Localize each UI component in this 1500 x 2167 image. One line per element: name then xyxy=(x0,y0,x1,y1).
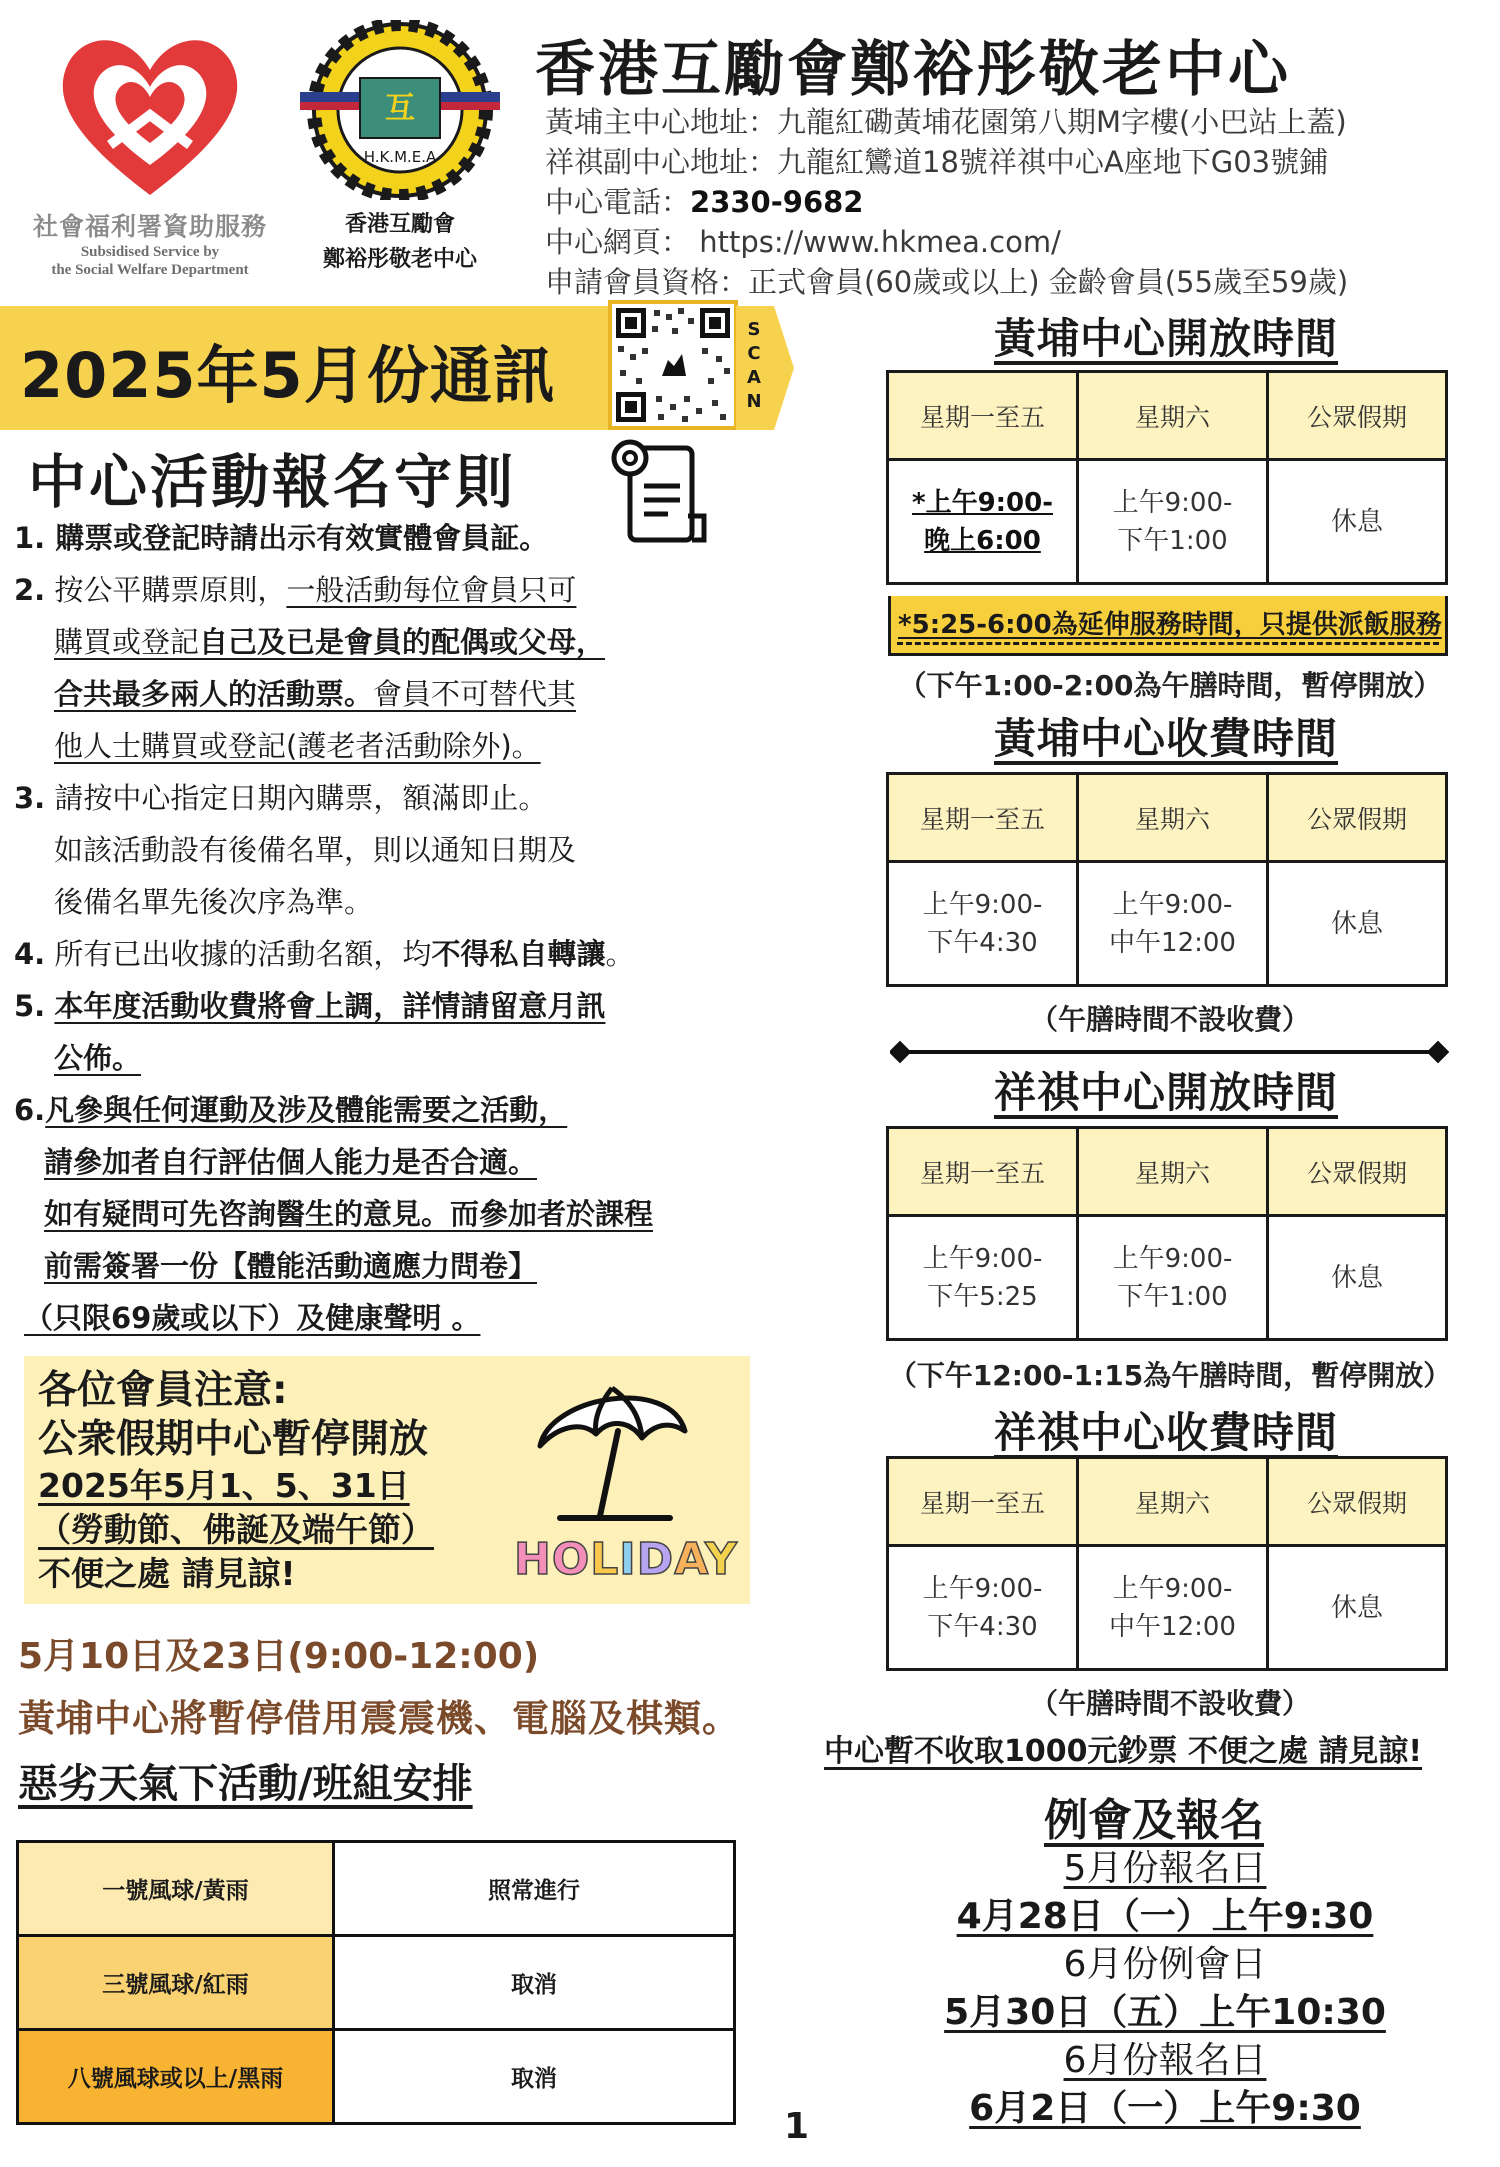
wp-open-h-sat: 星期六 xyxy=(1078,372,1268,460)
weather-title: 惡劣天氣下活動/班組安排 xyxy=(18,1761,473,1807)
rule-4 xyxy=(14,928,794,980)
rule-5-num: 5. xyxy=(14,989,46,1023)
weather-signal: 一號風球/黃雨 xyxy=(18,1842,334,1936)
rule-2-a: 按公平購票原則， xyxy=(45,573,287,607)
rule-3-num: 3. xyxy=(14,781,46,815)
ck-open-h-holiday: 公眾假期 xyxy=(1268,1128,1447,1216)
rule-6-line3 xyxy=(14,1188,794,1240)
wp-open-title: 黃埔中心開放時間 xyxy=(993,314,1338,363)
ck-fee-sat: 上午9:00- 中午12:00 xyxy=(1078,1546,1268,1670)
weather-table xyxy=(16,1840,736,2125)
weather-signal: 三號風球/紅雨 xyxy=(18,1936,334,2030)
center-info xyxy=(545,102,1348,302)
meeting-label-2: 6月份例會日 xyxy=(1063,1944,1267,1985)
rule-4-num: 4. xyxy=(14,937,46,971)
weather-row xyxy=(18,1842,735,1936)
rule-2-d: 自己及已是會員的配偶或父母， xyxy=(199,625,606,659)
meeting-date-3: 6月2日（一）上午9:30 xyxy=(969,2088,1361,2129)
membership-line: 申請會員資格：正式會員(60歲或以上) 金齡會員(55歲至59歲) xyxy=(545,265,1349,299)
ck-fee-h-holiday: 公眾假期 xyxy=(1268,1458,1447,1546)
hkmea-caption-line2: 鄭裕彤敬老中心 xyxy=(322,247,477,272)
ck-fee-h-sat: 星期六 xyxy=(1078,1458,1268,1546)
ck-fee-holiday: 休息 xyxy=(1268,1546,1447,1670)
ck-fee-table xyxy=(886,1456,1448,1671)
wp-fee-weekday: 上午9:00- 下午4:30 xyxy=(888,862,1078,986)
meetings-list xyxy=(900,1846,1430,2134)
wp-fee-sat: 上午9:00- 中午12:00 xyxy=(1078,862,1268,986)
rule-2-line4 xyxy=(14,720,794,772)
holiday-word xyxy=(514,1534,738,1585)
rule-6-line4 xyxy=(14,1240,794,1292)
wp-open-h-holiday: 公眾假期 xyxy=(1268,372,1447,460)
rule-3 xyxy=(14,772,794,824)
rule-3-line3: 後備名單先後次序為準。 xyxy=(54,885,374,919)
rule-5-a: 本年度活動收費將會上調，詳情請留意月訊 xyxy=(54,989,606,1023)
rule-2-num: 2. xyxy=(14,573,46,607)
holiday-letters: HOLIDAY xyxy=(514,1534,738,1585)
scan-label xyxy=(743,318,765,414)
meetings-title: 例會及報名 xyxy=(1044,1795,1264,1846)
rule-4-b: 不得私自轉讓 xyxy=(431,937,606,971)
weather-row xyxy=(18,1936,735,2030)
ck-open-h-sat: 星期六 xyxy=(1078,1128,1268,1216)
holiday-notice-text xyxy=(38,1366,434,1596)
weather-signal: 八號風球或以上/黑雨 xyxy=(18,2030,334,2124)
qr-code[interactable] xyxy=(608,300,738,430)
weather-result: 取消 xyxy=(334,2030,735,2124)
meeting-date-2: 5月30日（五）上午10:30 xyxy=(944,1992,1386,2033)
wp-open-sat: 上午9:00- 下午1:00 xyxy=(1078,460,1268,584)
rule-2-g: 他人士購買或登記(護老者活動除外)。 xyxy=(54,729,541,763)
phone-number[interactable]: 2330-9682 xyxy=(690,185,864,219)
phone-label: 中心電話： xyxy=(545,185,691,219)
weather-result: 取消 xyxy=(334,1936,735,2030)
rule-6-line5 xyxy=(14,1292,794,1344)
rule-5 xyxy=(14,980,794,1032)
rule-6-c: 如有疑問可先咨詢醫生的意見。而參加者於課程 xyxy=(44,1197,654,1231)
rule-2-line3 xyxy=(14,668,794,720)
notice-line5: 不便之處 請見諒! xyxy=(38,1554,296,1593)
ck-open-h-weekday: 星期一至五 xyxy=(888,1128,1078,1216)
meeting-label-1: 5月份報名日 xyxy=(1063,1848,1267,1889)
rule-6-b: 請參加者自行評估個人能力是否合適。 xyxy=(44,1145,538,1179)
rule-2 xyxy=(14,564,794,616)
rule-6-line2 xyxy=(14,1136,794,1188)
rule-2-line2 xyxy=(14,616,794,668)
wp-fee-table xyxy=(886,772,1448,987)
swd-en-line1: Subsidised Service by xyxy=(80,244,220,260)
hkmea-logo-text: H.K.M.E.A xyxy=(363,148,437,166)
rule-2-c: 購買或登記 xyxy=(54,625,200,659)
meeting-date-1: 4月28日（一）上午9:30 xyxy=(956,1896,1374,1937)
ck-open-note: （下午12:00-1:15為午膳時間，暫停開放） xyxy=(888,1359,1452,1392)
ck-open-weekday: 上午9:00- 下午5:25 xyxy=(888,1216,1078,1340)
hkmea-caption-line1: 香港互勵會 xyxy=(344,212,455,237)
svg-text:互: 互 xyxy=(385,91,415,126)
may-suspension-dates: 5月10日及23日(9:00-12:00) xyxy=(18,1636,540,1677)
wp-open-holiday: 休息 xyxy=(1268,460,1447,584)
wp-fee-title: 黃埔中心收費時間 xyxy=(993,714,1338,763)
sub-address: 祥祺副中心地址：九龍紅鸞道18號祥祺中心A座地下G03號鋪 xyxy=(545,145,1329,179)
ck-fee-title: 祥祺中心收費時間 xyxy=(993,1408,1338,1457)
rules-title: 中心活動報名守則 xyxy=(28,448,517,516)
rule-1-text: 1. 購票或登記時請出示有效實體會員証。 xyxy=(14,521,549,555)
wp-open-note: （下午1:00-2:00為午膳時間，暫停開放） xyxy=(898,669,1442,702)
extension-note: *5:25-6:00為延伸服務時間，只提供派飯服務 xyxy=(898,610,1442,640)
rule-5-b: 公佈。 xyxy=(54,1041,142,1075)
wp-fee-holiday: 休息 xyxy=(1268,862,1447,986)
swd-caption: 社會福利署資助服務 xyxy=(32,212,267,241)
newsletter-title: 2025年5月份通訊 xyxy=(20,339,556,412)
rule-3-line2: 如該活動設有後備名單，則以通知日期及 xyxy=(54,833,577,867)
wp-open-weekday: *上午9:00- 晚上6:00 xyxy=(888,460,1078,584)
notice-line4: （勞動節、佛誕及端午節） xyxy=(38,1510,434,1549)
ck-fee-weekday: 上午9:00- 下午4:30 xyxy=(888,1546,1078,1670)
rule-3-a: 請按中心指定日期內購票，額滿即止。 xyxy=(45,781,548,815)
wp-fee-note: （午膳時間不設收費） xyxy=(1029,1003,1310,1036)
rule-2-b: 一般活動每位會員只可 xyxy=(286,573,577,607)
phone-line xyxy=(545,182,1348,222)
weather-row xyxy=(18,2030,735,2124)
rule-4-a: 所有已出收據的活動名額，均 xyxy=(45,937,432,971)
hkmea-logo xyxy=(290,20,510,280)
rule-4-c: 。 xyxy=(605,937,635,971)
ck-fee-note: （午膳時間不設收費） xyxy=(1029,1687,1310,1720)
rule-6-a: 凡參與任何運動及涉及體能需要之活動， xyxy=(45,1093,568,1127)
rule-6-num: 6. xyxy=(14,1093,46,1127)
wp-fee-h-weekday: 星期一至五 xyxy=(888,774,1078,862)
rule-6-d: 前需簽署一份【體能活動適應力問卷】 xyxy=(44,1249,538,1283)
may-suspension-text: 黃埔中心將暫停借用震震機、電腦及棋類。 xyxy=(18,1697,740,1740)
wp-fee-h-sat: 星期六 xyxy=(1078,774,1268,862)
website-line[interactable]: 中心網頁： https://www.hkmea.com/ xyxy=(545,225,1061,259)
scan-text: S C A N xyxy=(746,319,762,412)
page-number: 1 xyxy=(784,2106,810,2147)
rules-list xyxy=(14,512,794,1344)
ck-open-holiday: 休息 xyxy=(1268,1216,1447,1340)
rule-6-e: （只限69歲或以下）及健康聲明 。 xyxy=(24,1301,481,1335)
heart-logo-icon xyxy=(50,25,250,205)
notice-line2: 公衆假期中心暫停開放 xyxy=(38,1417,429,1462)
wp-fee-h-holiday: 公眾假期 xyxy=(1268,774,1447,862)
rule-1 xyxy=(14,512,794,564)
swd-logo xyxy=(20,25,280,285)
ck-open-title: 祥祺中心開放時間 xyxy=(993,1068,1338,1117)
hkmea-emblem-icon xyxy=(300,20,500,200)
beach-umbrella-icon xyxy=(520,1376,700,1526)
swd-en-line2: the Social Welfare Department xyxy=(51,262,249,278)
ck-open-sat: 上午9:00- 下午1:00 xyxy=(1078,1216,1268,1340)
center-title: 香港互勵會鄭裕彤敬老中心 xyxy=(535,35,1291,105)
rule-6 xyxy=(14,1084,794,1136)
meeting-label-3: 6月份報名日 xyxy=(1063,2040,1267,2081)
rule-2-e: 合共最多兩人的活動票。 xyxy=(54,677,374,711)
weather-result: 照常進行 xyxy=(334,1842,735,1936)
ck-open-table xyxy=(886,1126,1448,1341)
wp-open-table xyxy=(886,370,1448,585)
rule-5-line2 xyxy=(14,1032,794,1084)
notice-line1: 各位會員注意: xyxy=(38,1368,288,1413)
cash-note: 中心暫不收取1000元鈔票 不便之處 請見諒! xyxy=(824,1734,1423,1769)
ck-fee-h-weekday: 星期一至五 xyxy=(888,1458,1078,1546)
notice-line3: 2025年5月1、5、31日 xyxy=(38,1466,410,1505)
rule-2-f: 會員不可替代其 xyxy=(373,677,577,711)
main-address: 黃埔主中心地址：九龍紅磡黃埔花園第八期M字樓(小巴站上蓋) xyxy=(545,105,1347,139)
qr-code-icon xyxy=(612,304,734,426)
wp-open-h-weekday: 星期一至五 xyxy=(888,372,1078,460)
